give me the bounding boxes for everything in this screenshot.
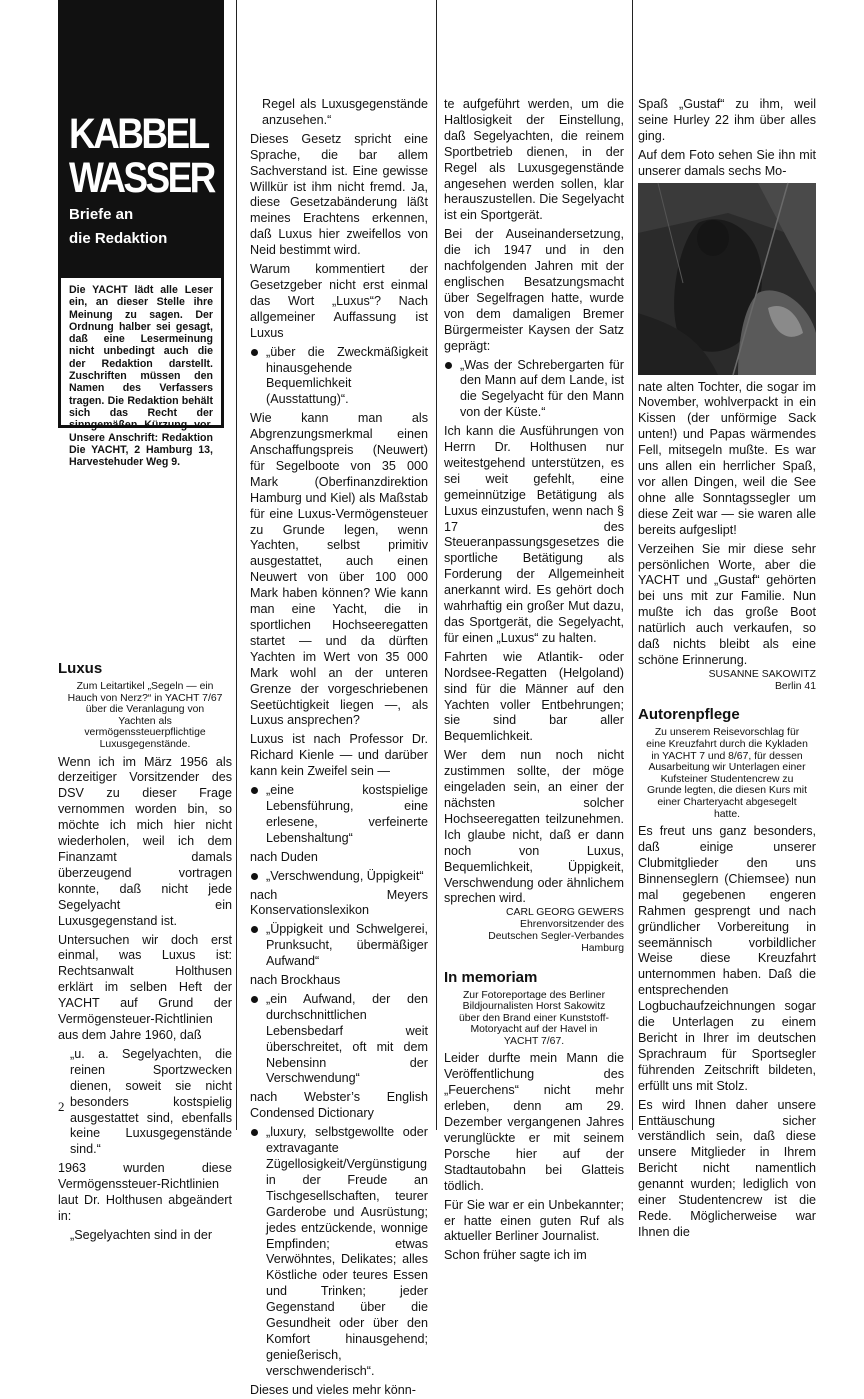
- section-heading-autorenpflege: Autorenpflege: [638, 706, 740, 724]
- column-4: [638, 97, 816, 1241]
- paragraph: Für Sie war er ein Unbekannter; er hatte einen guten Ruf als aktueller Berliner Journalist.: [444, 1197, 624, 1244]
- paragraph: te aufgeführt werden, um die Haltlosigkeit der Einstellung, daß Segelyachten, die reinem Sportbetrieb dienen, in der Regel als Luxusgegenstände angesehen werden sollen, klar herauszustellen. Die Segelyacht ist ein Sportgerät.: [444, 97, 624, 223]
- paragraph: Wenn ich im März 1956 als derzeitiger Vorsitzender des DSV zu dieser Frage vernommen worden bin, so möchte ich mich hier nicht wiederholen, weil ich dem Finanzamt damals überzeugend vortragen konnte, daß nicht jede Segelyacht ein Luxusgegenstand ist.: [58, 754, 232, 928]
- paragraph: Leider durfte mein Mann die Veröffentlichung des „Feuerchens“ nicht mehr erleben, denn am 29. Dezember vergangenen Jahres verunglückte er mit seinem Porsche hier auf der Stadtautobahn bei Glatteis tödlich.: [444, 1051, 624, 1193]
- bullet-quote: „Verschwendung, Üppigkeit“: [250, 869, 428, 885]
- source-label: nach Duden: [250, 849, 318, 864]
- paragraph: Schon früher sagte ich im: [444, 1248, 587, 1263]
- source-label: nach Meyers Konservationslexikon: [250, 887, 428, 918]
- editorial-note: Die YACHT lädt alle Leser ein, an dieser Stelle ihre Meinung zu sagen. Der Ordnung halber sei gesagt, daß eine Lesermeinung nicht unbedingt auch die der Redaktion darstellt. Zuschriften müssen den Namen des Verfassers tragen. Die Redaktion behält sich das Recht der sinngemäßen Kürzung vor. Unsere Anschrift: Redaktion Die YACHT, 2 Hamburg 13, Harvestehuder Weg 9.: [69, 284, 213, 469]
- signature-line: Hamburg: [581, 942, 624, 954]
- column-3: [444, 97, 624, 1264]
- bullet-quote: „Was der Schrebergarten für den Mann auf dem Lande, ist die Segelyacht für den Mann von der Küste.“: [444, 358, 624, 422]
- signature-name: SUSANNE SAKOWITZ: [708, 668, 816, 680]
- signature-line: Berlin 41: [774, 680, 816, 692]
- bullet-quote: „Üppigkeit und Schwelgerei, Prunksucht, übermäßiger Aufwand“: [250, 922, 428, 970]
- page-number: 2: [58, 1099, 65, 1114]
- column-rule: [632, 0, 633, 1130]
- paragraph: nate alten Tochter, die sogar im November, wohlverpackt in ein Kissen (der unförmige Sack unten!) und Papas wärmendes Fell, mitsegeln mußte. Es war uns allen ein herrlicher Spaß, vor allen Dingen, weil die See ohne alle Sonntagssegler um diese Zeit war — sie waren alle bereits aufgeslipt!: [638, 379, 816, 537]
- paragraph: Spaß „Gustaf“ zu ihm, weil seine Hurley 22 ihm über alles ging.: [638, 97, 816, 143]
- bullet-quote: „über die Zweckmäßigkeit hinausgehende Bequemlichkeit (Ausstattung)“.: [250, 345, 428, 409]
- section-heading-in-memoriam: In memoriam: [444, 968, 538, 986]
- quote: „u. a. Segelyachten, die reinen Sportzwecken dienen, soweit sie nicht besonders kostspielig ausgestattet sind, ebenfalls keine Luxusgegenstände sind.“: [70, 1046, 232, 1157]
- paragraph: Luxus ist nach Professor Dr. Richard Kienle — und darüber kann kein Zweifel sein —: [250, 732, 428, 779]
- photo-image: [638, 183, 816, 375]
- title-banner: [61, 0, 221, 278]
- paragraph: Bei der Auseinandersetzung, die ich 1947 und in den nachfolgenden Jahren mit der englischen Besatzungsmacht über Segelfragen hatte, wurde von dem damaligen Bremer Bürgermeister Kaysen der Satz geprägt:: [444, 227, 624, 353]
- paragraph: Wer dem nun noch nicht zustimmen sollte, der möge eingeladen sein, an einer der nächsten solcher Hochseeregatten teilzunehmen. Ich glaube nicht, daß er dann noch von Luxus, Bequemlichkeit, Üppigkeit, Verschwendung oder ähnlichem sprechen wird.: [444, 748, 624, 906]
- paragraph: Es freut uns ganz besonders, daß einige unserer Clubmitglieder den uns Binnenseglern (Chiemsee) nun mal gegebenen engeren Rahmen gesprengt und nach gründlicher Vorbereitung in seemännisch vorbildlicher Weise diese Kreuzfahrt unternommen haben. Daß die entsprechenden Logbuchaufzeichnungen sogar die Unterlagen zu einem Bericht in Ihrer im deutschen Sprachraum für Sportsegler führenden Zeitschrift bildeten, erfüllt uns mit Stolz.: [638, 824, 816, 1093]
- title-line-2: WASSER: [69, 154, 214, 202]
- signature-line: Ehrenvorsitzender des: [520, 919, 624, 931]
- bullet-quote: „ein Aufwand, der den durchschnittlichen Lebensbedarf weit überschreitet, oft mit dem Nebensinn der Verschwendung“: [250, 992, 428, 1087]
- paragraph: Ich kann die Ausführungen von Herrn Dr. Holthusen nur weitestgehend unterstützen, es sei weit gefehlt, eine gemeinnützige Betätigung als Luxus einzustufen, wenn nach § 17 des Steueranpassungsgesetzes die sportliche Betätigung als Forderung der Allgemeinheit anerkannt wird. Es gehört doch wahrhaftig ein großer Mut dazu, das Sportgerät, die Segelyacht, für einen „Luxus“ zu halten.: [444, 424, 624, 645]
- autorenpflege-intro: Zu unserem Reisevorschlag für eine Kreuzfahrt durch die Kykladen in YACHT 7 und 8/67, für dessen Ausarbeitung wir Unterlagen einer Kufsteiner Studentencrew zu Grunde legten, die diesen Kurs mit einer Charteryacht abgesegelt hatte.: [646, 727, 808, 820]
- luxus-intro: Zum Leitartikel „Segeln — ein Hauch von Nerz?“ in YACHT 7/67 über die Veranlagung von Yachten als vermögenssteuerpflichtige Luxusgegenstände.: [67, 681, 223, 750]
- signature-line: Deutschen Segler-Verbandes: [488, 930, 624, 942]
- paragraph: Dieses Gesetz spricht eine Sprache, die bar allem Sachverstand ist. Eine gewisse Willkür ist ihm nicht fremd. Ja, diese Gesetzabänderung läßt meines Erachtens erkennen, daß Luxus hier zweifellos von Neid bestimmt wird.: [250, 131, 428, 258]
- photo-sailing-family: [638, 183, 816, 375]
- quote: „Segelyachten sind in der: [70, 1227, 213, 1242]
- bullet-quote: „luxury, selbstgewollte oder extravagante Zügellosigkeit/Vergünstigung in der Freude an Tischgesellschaften, teurer Garderobe und Ausrüstung; jedes entzückende, wonnige Empfinden; etwas Verwöhntes, Delikates; alles Köstliche oder teures Essen und Trinken; jeder Gegenstand über die Gesundheit oder über den Komfort hinausgehend; genießerisch, verschwenderisch“.: [250, 1125, 428, 1380]
- title-line-1: KABBEL: [69, 110, 208, 158]
- signature-sakowitz: [638, 669, 816, 693]
- column-rule: [436, 0, 437, 1130]
- paragraph: 1963 wurden diese Vermögenssteuer-Richtlinien laut Dr. Holthusen abgeändert in:: [58, 1161, 232, 1223]
- paragraph: Verzeihen Sie mir diese sehr persönlichen Worte, aber die YACHT und „Gustaf“ gehörten bei uns mit zur Familie. Nun mußte ich das große Boot natürlich auch verkaufen, so daß nichts bleibt als eine schöne Erinnerung.: [638, 541, 816, 667]
- column-rule: [236, 0, 237, 1130]
- paragraph: Auf dem Foto sehen Sie ihn mit unserer damals sechs Mo-: [638, 147, 816, 178]
- signature-gewers: [444, 907, 624, 954]
- in-memoriam-intro: Zur Fotoreportage des Berliner Bildjournalisten Horst Sakowitz über den Brand einer Kunststoff-Motoryacht auf der Havel in YACHT 7/67.: [459, 989, 609, 1047]
- subtitle-line-1: Briefe an: [69, 206, 134, 223]
- section-heading-luxus: Luxus: [58, 660, 103, 677]
- bullet-quote: „eine kostspielige Lebensführung, eine erlesene, verfeinerte Lebenshaltung“: [250, 783, 428, 847]
- kabbelwasser-title-box: [58, 0, 224, 469]
- paragraph: Wie kann man als Abgrenzungsmerkmal einen Anschaffungspreis (Neuwert) für Segelboote von 35 000 Mark (Oberfinanzdirektion Hamburg und Kiel) als Maßstab für eine Luxus-Vermögensteuer zu Grunde legen, wenn Yachten, selbst primitiv ausgestattet, auch einen Neuwert von über 100 000 Mark haben können? Wie kann man eine Yacht, die in sportlichen Hochseeregatten startet — und da dürften Yachten im Wert von 35 000 Mark wohl an der unteren Grenze der vorgeschriebenen Seetüchtigkeit liegen —, als Luxus ansprechen?: [250, 411, 428, 728]
- signature-name: CARL GEORG GEWERS: [506, 907, 624, 919]
- source-label: nach Webster’s English Condensed Dictionary: [250, 1090, 428, 1121]
- paragraph: Es wird Ihnen daher unsere Enttäuschung sicher verständlich sein, daß diese unsere Mitglieder in Ihrem Bericht nicht namentlich genannt wurden; lediglich von einer Studentencrew ist die Rede. Möglicherweise war Ihnen die: [638, 1097, 816, 1239]
- source-label: nach Brockhaus: [250, 973, 341, 988]
- column-2: [250, 97, 428, 1399]
- column-1: [58, 656, 232, 1244]
- subtitle-line-2: die Redaktion: [69, 230, 168, 247]
- paragraph: Dieses und vieles mehr könn-: [250, 1382, 416, 1397]
- quote-continued: Regel als Luxusgegenstände anzusehen.“: [262, 97, 428, 127]
- paragraph: Fahrten wie Atlantik- oder Nordsee-Regatten (Helgoland) sind für die Männer auf den Yachten voller Entbehrungen; sie sind bar aller Bequemlichkeit.: [444, 649, 624, 744]
- paragraph: Warum kommentiert der Gesetzgeber nicht erst einmal das Wort „Luxus“? Nach allgemeiner Auffassung ist Luxus: [250, 262, 428, 340]
- paragraph: Untersuchen wir doch erst einmal, was Luxus ist: Rechtsanwalt Holthusen erklärt im selben Heft der YACHT auf Grund der Vermögensteuer-Richtlinien aus dem Jahre 1960, daß: [58, 932, 232, 1042]
